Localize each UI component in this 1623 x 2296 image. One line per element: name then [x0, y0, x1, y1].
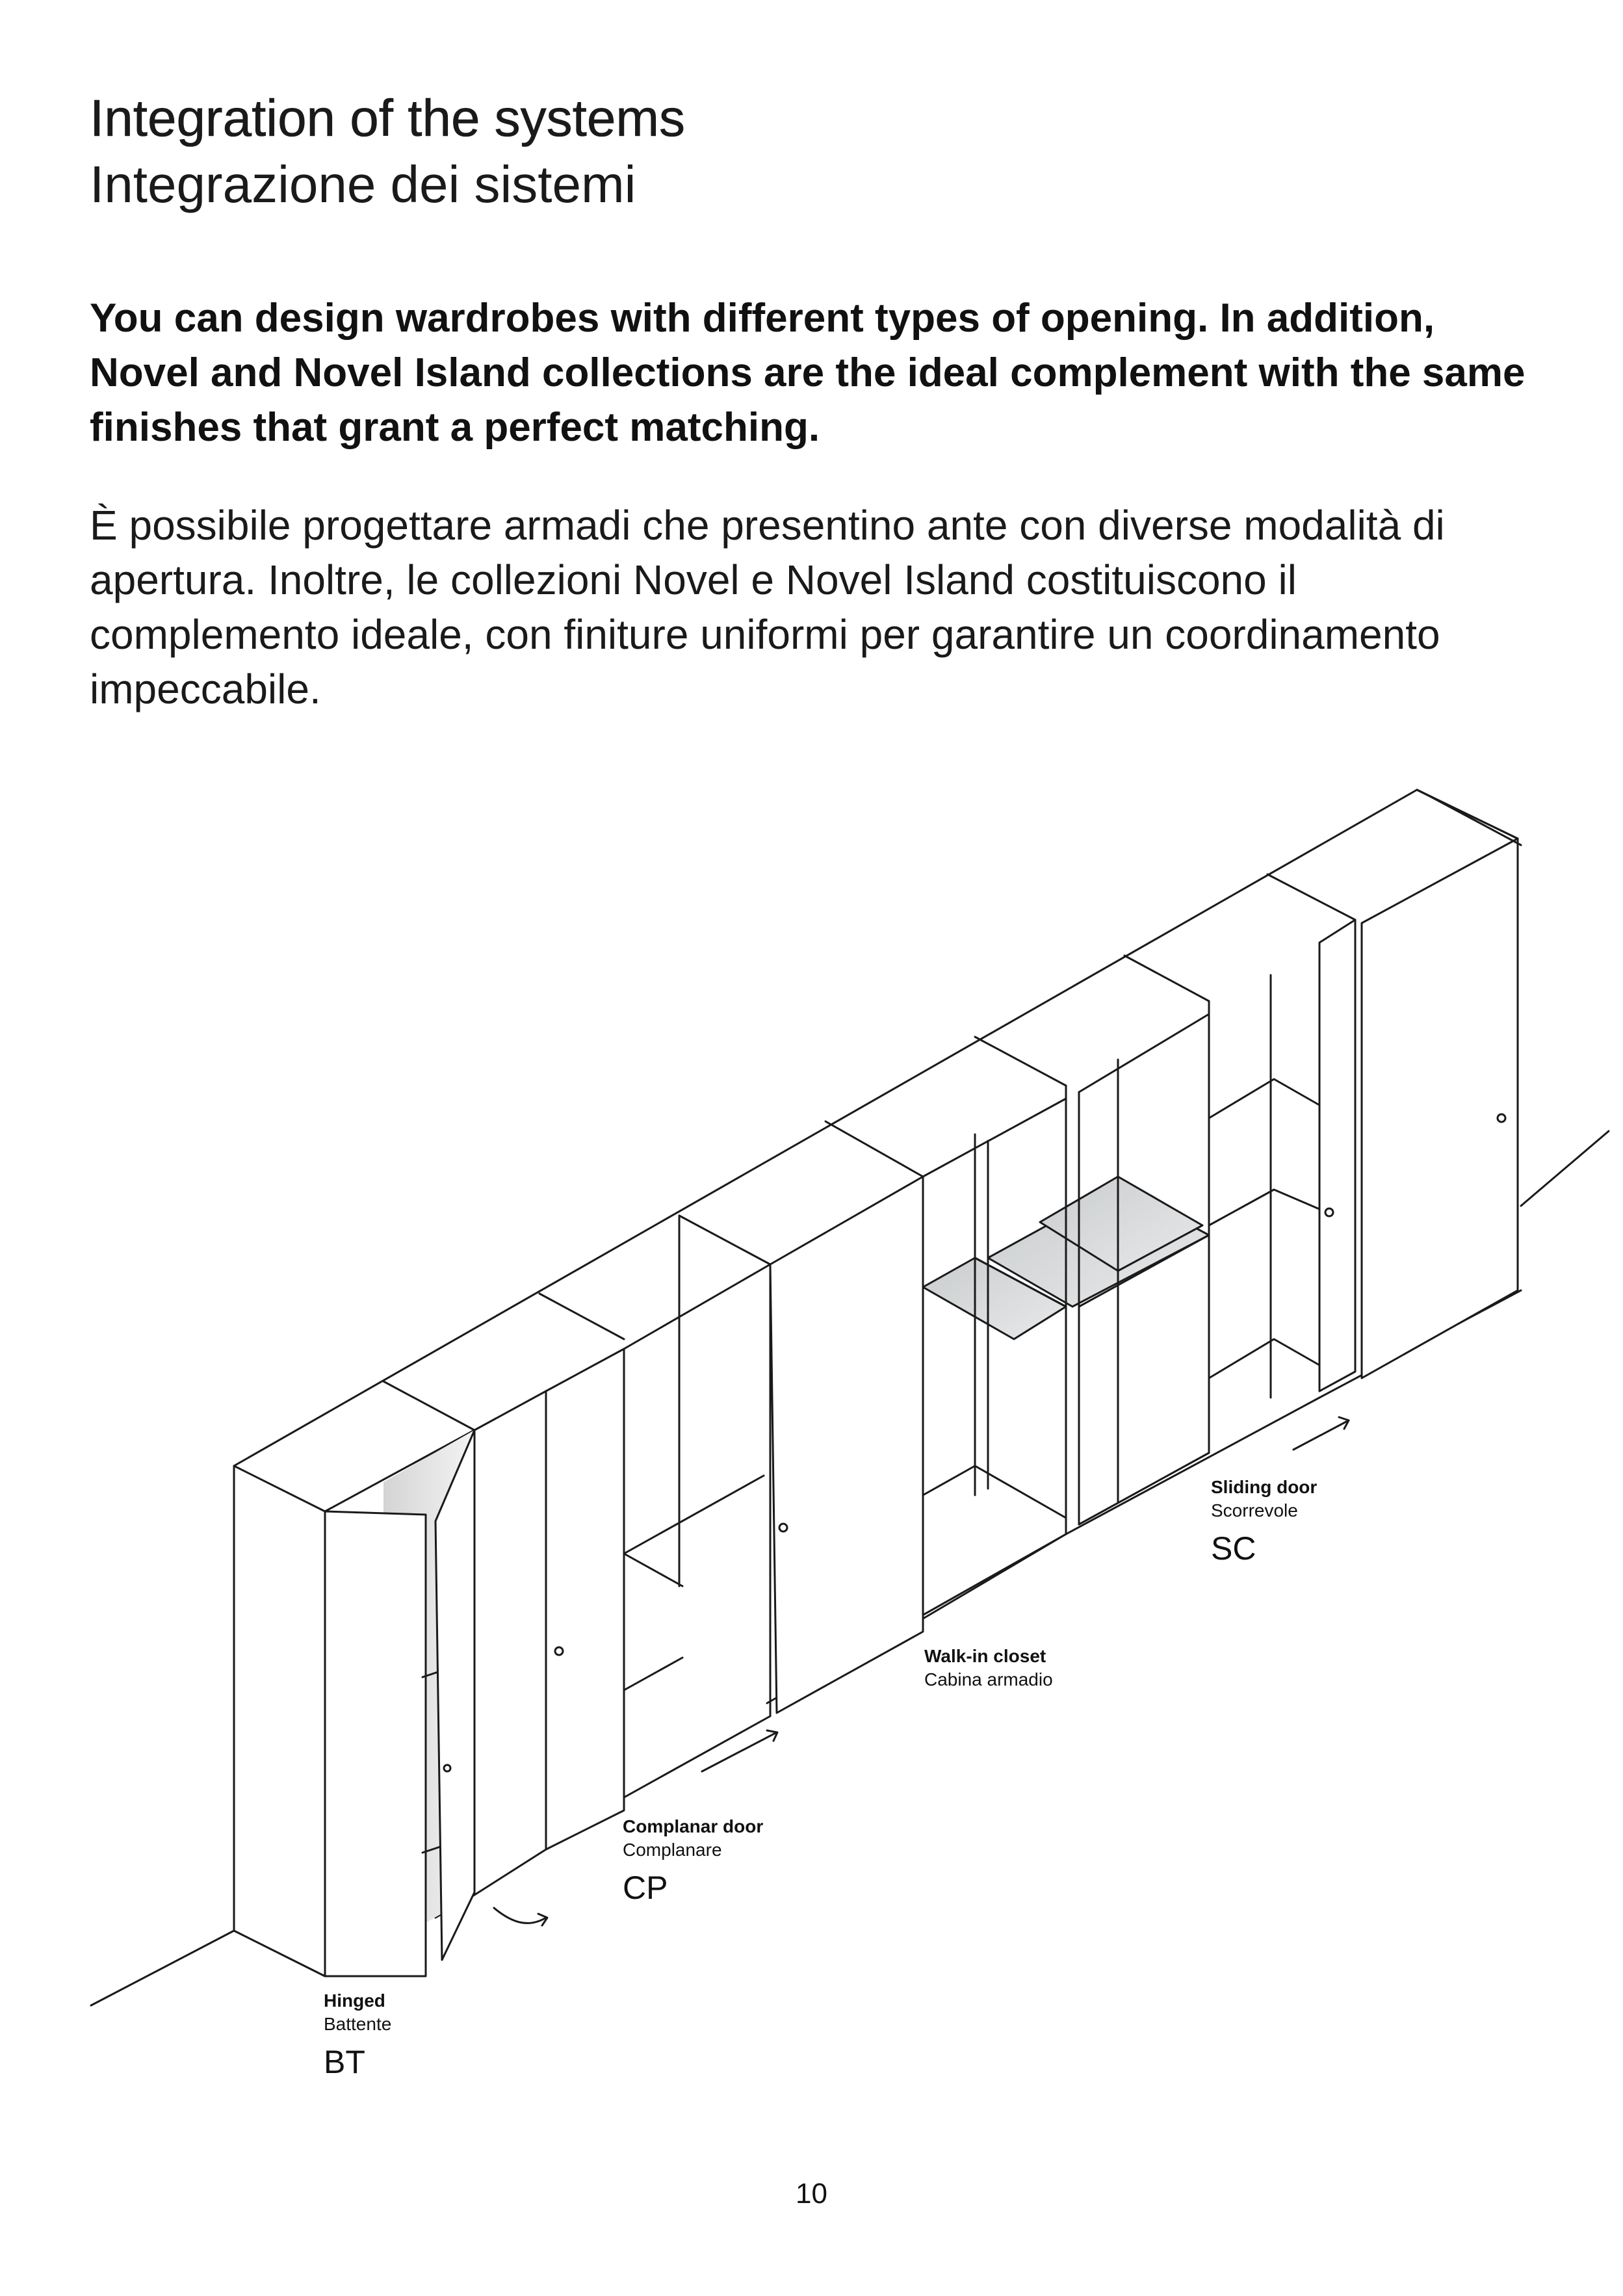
intro-paragraph-en: You can design wardrobes with different types of opening. In addition, Novel and Novel Island collections are the ideal complement with the same finishes that grant a perfect matching. [90, 296, 1526, 450]
callout-hinged-en: Hinged [324, 1990, 385, 2011]
callout-walkin-en: Walk-in closet [924, 1646, 1046, 1666]
callout-walkin [924, 1645, 1053, 1691]
complanar-module-1 [474, 1349, 624, 1895]
sliding-module [1293, 790, 1521, 1450]
callout-sliding-en: Sliding door [1211, 1477, 1318, 1497]
walkin-module [923, 1086, 1209, 1619]
callout-hinged-code: BT [324, 2044, 365, 2080]
callout-complanar-code: CP [623, 1870, 668, 1906]
intro-paragraph-it: È possibile progettare armadi che presentino ante con diverse modalità di apertura. Inoltre, le collezioni Novel e Novel Island costituiscono il complemento ideale, con finiture uniformi per garantire un coordinamento impeccabile. [90, 502, 1445, 712]
callout-complanar [623, 1815, 763, 1907]
page-number: 10 [796, 2178, 827, 2210]
callout-walkin-it: Cabina armadio [924, 1669, 1053, 1689]
complanar-module-2-open [624, 1216, 777, 1797]
complanar-door [770, 1177, 923, 1713]
floor-line-left [91, 1931, 234, 2005]
callout-complanar-en: Complanar door [623, 1816, 764, 1836]
page-subtitle: Integrazione dei sistemi [90, 155, 636, 213]
callout-hinged [324, 1989, 391, 2081]
page-title: Integration of the systems [90, 89, 686, 147]
callout-sliding [1211, 1476, 1317, 1568]
wardrobe-illustration [0, 767, 1623, 2165]
callout-sliding-it: Scorrevole [1211, 1500, 1298, 1520]
floor-line-right [1521, 1131, 1609, 1206]
callout-sliding-code: SC [1211, 1530, 1256, 1567]
callout-complanar-it: Complanare [623, 1840, 722, 1860]
callout-hinged-it: Battente [324, 2014, 392, 2034]
